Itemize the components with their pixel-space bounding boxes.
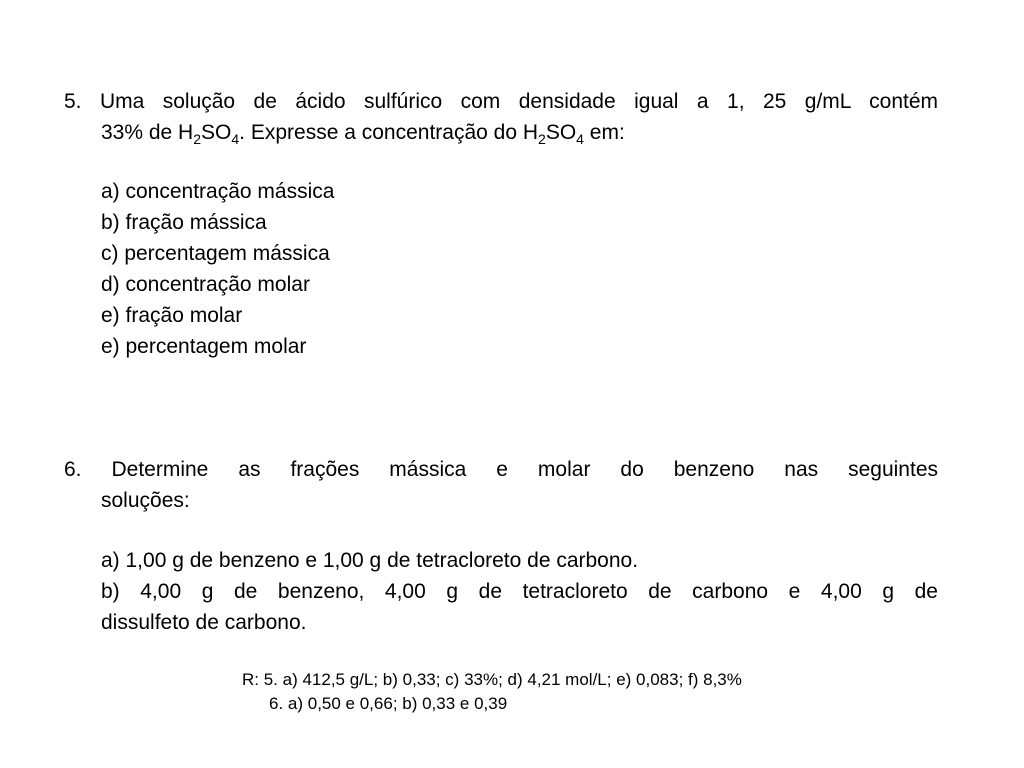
- question5-line1: [64, 86, 938, 117]
- question5-line2-part-b: SO: [201, 121, 232, 144]
- subscript-2b: 2: [538, 131, 546, 147]
- question6-item-b-line2: dissulfeto de carbono.: [101, 611, 307, 634]
- answers-line2: 6. a) 0,50 e 0,66; b) 0,33 e 0,39: [269, 694, 508, 713]
- question5-line2-part-a: 33% de H: [101, 121, 194, 144]
- question5-line2: [101, 117, 938, 148]
- question6-line1: [64, 454, 938, 485]
- subscript-4: 4: [231, 131, 240, 147]
- answers-line1: R: 5. a) 412,5 g/L; b) 0,33; c) 33%; d) 4,21 mol/L; e) 0,083; f) 8,3%: [242, 670, 742, 689]
- question6-item-b-line1-text: b) 4,00 g de benzeno, 4,00 g de tetracloreto de carbono e 4,00 g de: [101, 580, 938, 603]
- subscript-4b: 4: [576, 131, 584, 147]
- question6-item-b-line1: [101, 576, 938, 607]
- question5-item-b: b) fração mássica: [101, 211, 267, 234]
- question5-line2-part-e: em:: [583, 121, 625, 144]
- question5-item-d: d) concentração molar: [101, 273, 310, 296]
- subscript-2: 2: [193, 131, 202, 147]
- question5-line2-part-c: . Expresse a concentração do H: [239, 121, 539, 144]
- question5-item-a: a) concentração mássica: [101, 180, 335, 203]
- question5-line2-part-d: SO: [545, 121, 577, 144]
- question6-line2: soluções:: [101, 489, 190, 512]
- question5-item-f: e) percentagem molar: [101, 335, 307, 358]
- question6-item-a: a) 1,00 g de benzeno e 1,00 g de tetracloreto de carbono.: [101, 549, 639, 572]
- question5-item-e: e) fração molar: [101, 304, 243, 327]
- question5-line1-text: 5. Uma solução de ácido sulfúrico com densidade igual a 1, 25 g/mL contém: [64, 90, 938, 113]
- question5-item-c: c) percentagem mássica: [101, 242, 330, 265]
- question6-line1-text: 6. Determine as frações mássica e molar do benzeno nas seguintes: [64, 458, 938, 481]
